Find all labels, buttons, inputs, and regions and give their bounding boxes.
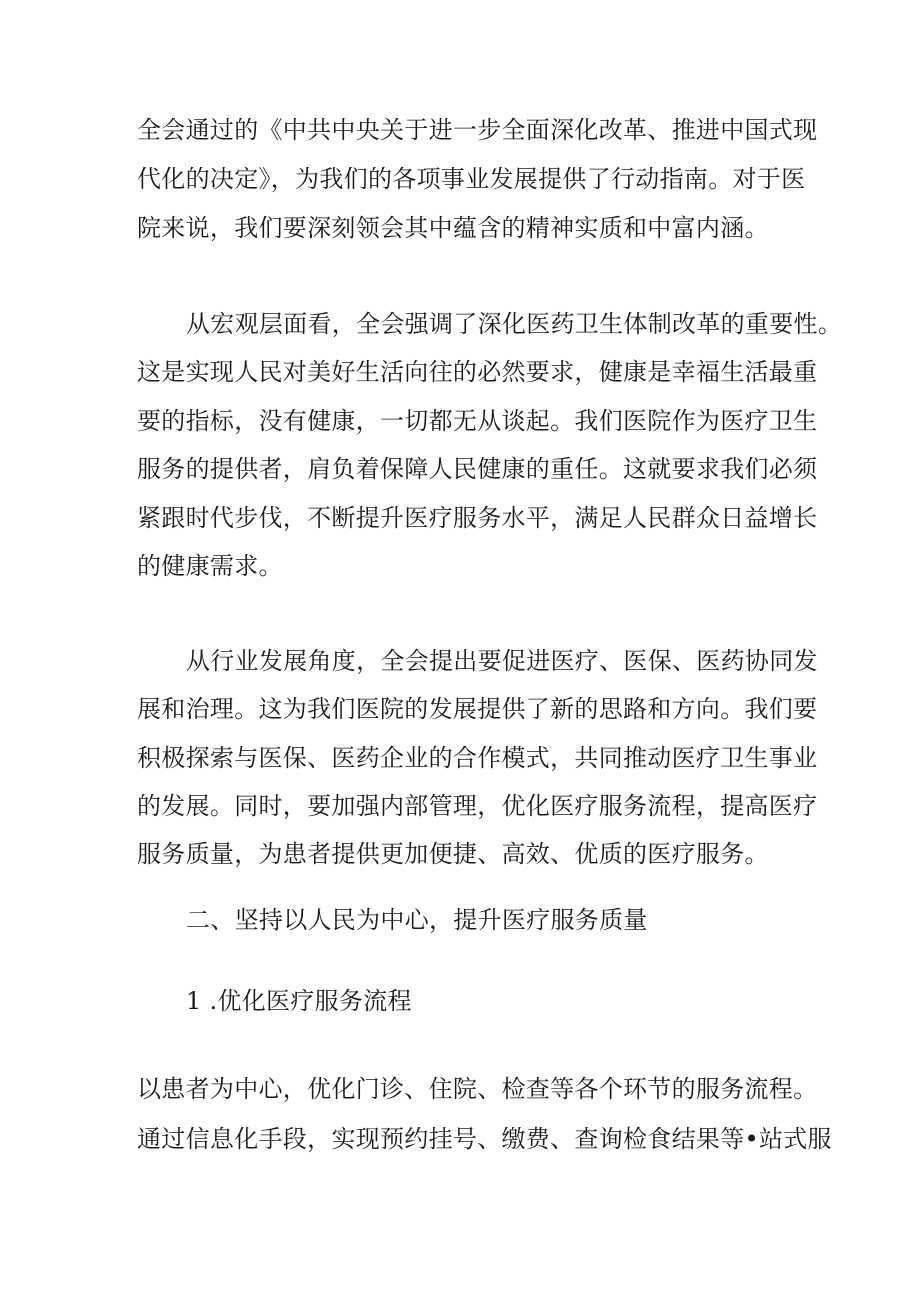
paragraph-3-line-2: 展和治理。这为我们医院的发展提供了新的思路和方向。我们要 (137, 695, 818, 723)
section-heading: 二、坚持以人民为中心，提升医疗服务质量 (186, 906, 648, 934)
paragraph-3-line-4: 的发展。同时，要加强内部管理，优化医疗服务流程，提高医疗 (137, 792, 818, 820)
paragraph-2-line-5: 紧跟时代步伐，不断提升医疗服务水平，满足人民群众日益增长 (137, 504, 818, 532)
paragraph-2-line-1: 从宏观层面看，全会强调了深化医药卫生体制改革的重要性。 (186, 310, 843, 338)
paragraph-3-line-1: 从行业发展角度，全会提出要促进医疗、医保、医药协同发 (186, 647, 818, 675)
paragraph-2-line-4: 服务的提供者，肩负着保障人民健康的重任。这就要求我们必须 (137, 455, 818, 483)
paragraph-2-line-6: 的健康需求。 (137, 552, 283, 580)
paragraph-1-line-3: 院来说，我们要深刻领会其中蕴含的精神实质和中富内涵。 (137, 214, 769, 242)
paragraph-1-line-1: 全会通过的《中共中央关于进一步全面深化改革、推进中国式现 (137, 116, 818, 144)
paragraph-3-line-5: 服务质量，为患者提供更加便捷、高效、优质的医疗服务。 (137, 840, 769, 868)
paragraph-3-line-3: 积极探索与医保、医药企业的合作模式，共同推动医疗卫生事业 (137, 744, 818, 772)
paragraph-2-line-2: 这是实现人民对美好生活向往的必然要求，健康是幸福生活最重 (137, 358, 818, 386)
closing-line-2: 通过信息化手段，实现预约挂号、缴费、查询检食结果等•站式服 (137, 1125, 832, 1153)
paragraph-2-line-3: 要的指标，没有健康，一切都无从谈起。我们医院作为医疗卫生 (137, 407, 818, 435)
paragraph-1-line-2: 代化的决定》，为我们的各项事业发展提供了行动指南。对于医 (137, 165, 806, 193)
subsection-heading: 1 .优化医疗服务流程 (186, 987, 412, 1015)
closing-line-1: 以患者为中心，优化门诊、住院、检查等各个环节的服务流程。 (137, 1075, 818, 1103)
